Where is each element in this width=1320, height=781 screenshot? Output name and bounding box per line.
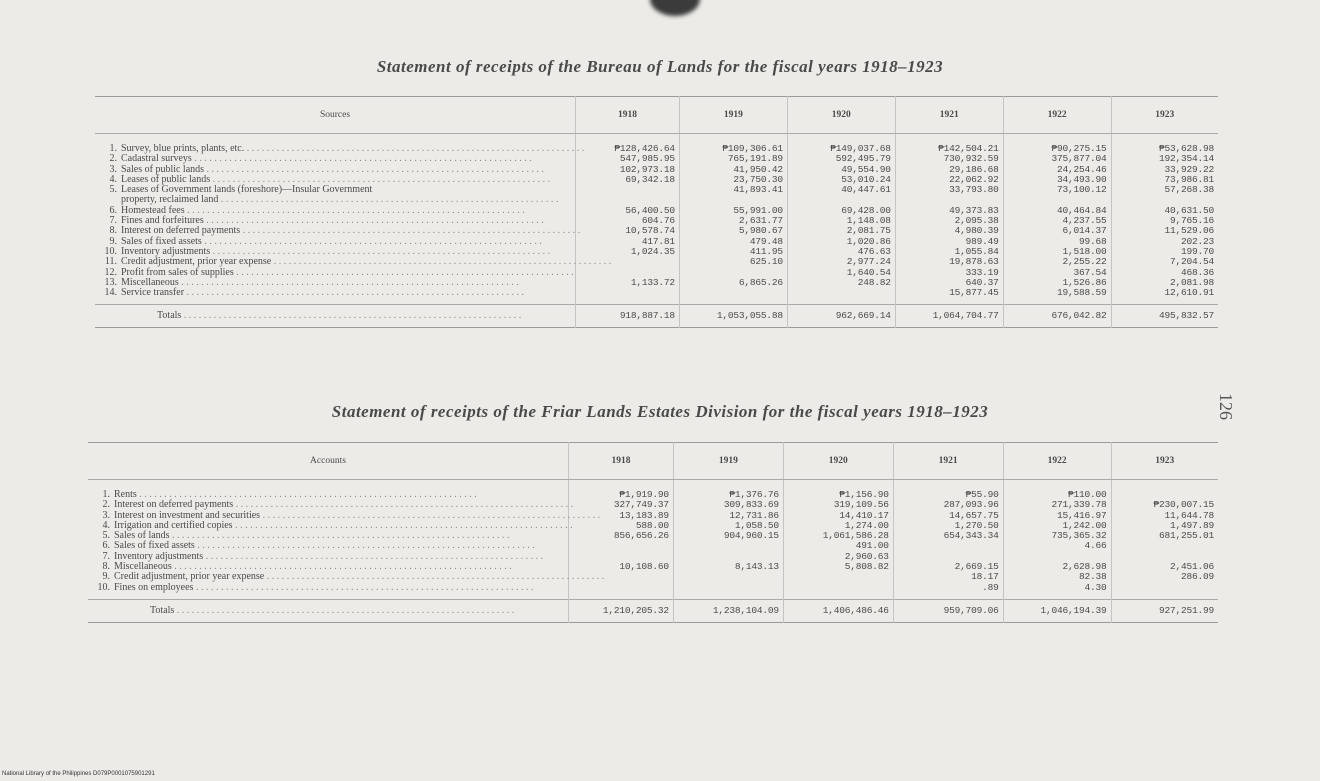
row-label: Interest on investment and securities (114, 509, 261, 521)
total-value-cell: 1,238,104.09 (673, 599, 783, 622)
row-number: 14. (104, 287, 117, 299)
value-cell: 69,342.18 (576, 175, 680, 185)
value-cell (787, 288, 895, 305)
row-label-cell: 2. Interest on deferred payments . . . . . . . . . . . . . . . . . . . . . . . . . . . . . . . . . . . . . . . . . . . . . . . . . . . . . . . . . . . . . . . . . . . . (88, 500, 569, 510)
row-label: Survey, blue prints, plants, etc. (121, 143, 245, 154)
value-cell: 73,986.81 (1111, 175, 1218, 185)
value-cell: 640.37 (895, 278, 1003, 288)
column-header: 1923 (1111, 443, 1218, 480)
value-cell: 989.49 (895, 237, 1003, 247)
column-header: 1919 (679, 97, 787, 134)
value-cell: 625.10 (679, 257, 787, 267)
row-label-cell: 10. Inventory adjustments . . . . . . . . . . . . . . . . . . . . . . . . . . . . . . . . . . . . . . . . . . . . . . . . . . . . . . . . . . . . . . . . . . . . (95, 247, 576, 257)
row-number: 8. (109, 225, 117, 237)
column-header: 1919 (673, 443, 783, 480)
value-cell: 33,929.22 (1111, 165, 1218, 175)
value-cell: 1,526.86 (1003, 278, 1111, 288)
value-cell: 99.68 (1003, 237, 1111, 247)
value-cell: 14,410.17 (783, 511, 893, 521)
value-cell: ₱1,919.90 (569, 480, 674, 501)
row-number: 7. (109, 215, 117, 227)
row-label-cell: 7. Fines and forfeitures . . . . . . . . . . . . . . . . . . . . . . . . . . . . . . . . . . . . . . . . . . . . . . . . . . . . . . . . . . . . . . . . . . . . (95, 216, 576, 226)
value-cell (569, 583, 674, 600)
row-number: 10. (104, 245, 117, 257)
row-number: 11. (104, 256, 117, 268)
value-cell: 15,877.45 (895, 288, 1003, 305)
row-label-cell: 9. Credit adjustment, prior year expense . . . . . . . . . . . . . . . . . . . . . . . . . . . . . . . . . . . . . . . . . . . . . . . . . . . . . . . . . . . . . . . . . . . . (88, 572, 569, 582)
row-label: Profit from sales of supplies (121, 266, 234, 278)
value-cell: 192,354.14 (1111, 154, 1218, 164)
value-cell: 417.81 (576, 237, 680, 247)
column-header: 1923 (1111, 97, 1218, 134)
value-cell: 1,242.00 (1003, 521, 1111, 531)
value-cell: 73,100.12 (1003, 185, 1111, 206)
row-label: Sales of fixed assets (114, 540, 195, 552)
value-cell: ₱142,504.21 (895, 134, 1003, 155)
value-cell: 55,991.00 (679, 206, 787, 216)
value-cell: 18.17 (893, 572, 1003, 582)
value-cell: 29,186.68 (895, 165, 1003, 175)
row-label-cell: 4. Leases of public lands . . . . . . . . . . . . . . . . . . . . . . . . . . . . . . . . . . . . . . . . . . . . . . . . . . . . . . . . . . . . . . . . . . . . (95, 175, 576, 185)
value-cell: 12,610.91 (1111, 288, 1218, 305)
value-cell: 476.63 (787, 247, 895, 257)
column-header: 1922 (1003, 443, 1111, 480)
value-cell: 10,578.74 (576, 226, 680, 236)
value-cell (1111, 480, 1218, 501)
value-cell: 34,493.90 (1003, 175, 1111, 185)
row-label: Miscellaneous (114, 561, 172, 573)
row-label-cell: 10. Fines on employees . . . . . . . . . . . . . . . . . . . . . . . . . . . . . . . . . . . . . . . . . . . . . . . . . . . . . . . . . . . . . . . . . . . . (88, 583, 569, 600)
value-cell: 33,793.80 (895, 185, 1003, 206)
value-cell: 765,191.89 (679, 154, 787, 164)
row-label: Cadastral surveys (121, 153, 192, 165)
value-cell: 6,014.37 (1003, 226, 1111, 236)
row-number: 7. (102, 550, 110, 562)
row-label: Inventory adjustments (114, 550, 204, 562)
value-cell: ₱230,007.15 (1111, 500, 1218, 510)
table-header-row (95, 97, 1218, 134)
column-header: 1918 (576, 97, 680, 134)
total-value-cell: 1,064,704.77 (895, 305, 1003, 328)
value-cell: 22,062.92 (895, 175, 1003, 185)
footer-credit: National Library of the Philippines D079P0001075901291 (2, 771, 155, 777)
value-cell: 286.09 (1111, 572, 1218, 582)
row-label-cell: 3. Interest on investment and securities . . . . . . . . . . . . . . . . . . . . . . . . . . . . . . . . . . . . . . . . . . . . . . . . . . . . . . . . . . . . . . . . . . . . (88, 511, 569, 521)
column-header: Sources (95, 97, 576, 134)
row-label-continued: property, reclaimed land (121, 194, 219, 206)
column-header: 1920 (787, 97, 895, 134)
table-row (88, 583, 1218, 600)
value-cell: ₱109,306.61 (679, 134, 787, 155)
row-label: Fines and forfeitures (121, 215, 204, 227)
value-cell: 4,237.55 (1003, 216, 1111, 226)
value-cell: 1,058.50 (673, 521, 783, 531)
row-number: 3. (102, 509, 110, 521)
row-number: 12. (104, 266, 117, 278)
value-cell (576, 185, 680, 206)
value-cell: 491.00 (783, 541, 893, 551)
value-cell (673, 572, 783, 582)
value-cell: 547,985.95 (576, 154, 680, 164)
row-label-cell: 6. Sales of fixed assets . . . . . . . . . . . . . . . . . . . . . . . . . . . . . . . . . . . . . . . . . . . . . . . . . . . . . . . . . . . . . . . . . . . . (88, 541, 569, 551)
totals-row (88, 599, 1218, 622)
value-cell: 333.19 (895, 268, 1003, 278)
value-cell: 40,464.84 (1003, 206, 1111, 216)
value-cell: 4.30 (1003, 583, 1111, 600)
value-cell: 604.76 (576, 216, 680, 226)
value-cell: 1,640.54 (787, 268, 895, 278)
value-cell: 19,878.63 (895, 257, 1003, 267)
value-cell: 24,254.46 (1003, 165, 1111, 175)
value-cell (893, 541, 1003, 551)
value-cell: 23,750.30 (679, 175, 787, 185)
row-label: Leases of Government lands (foreshore)—Insular Government (121, 184, 373, 196)
value-cell (673, 541, 783, 551)
value-cell: 411.95 (679, 247, 787, 257)
row-label: Interest on deferred payments (114, 499, 234, 511)
row-label: Sales of lands (114, 530, 170, 542)
value-cell: ₱110.00 (1003, 480, 1111, 501)
value-cell: 856,656.26 (569, 531, 674, 541)
table-row (95, 185, 1218, 206)
total-value-cell: 1,053,055.88 (679, 305, 787, 328)
row-number: 5. (102, 530, 110, 542)
value-cell: 49,554.90 (787, 165, 895, 175)
value-cell: 904,960.15 (673, 531, 783, 541)
row-label-cell: 5. Sales of lands . . . . . . . . . . . . . . . . . . . . . . . . . . . . . . . . . . . . . . . . . . . . . . . . . . . . . . . . . . . . . . . . . . . . (88, 531, 569, 541)
value-cell: 287,093.96 (893, 500, 1003, 510)
row-label: Credit adjustment, prior year expense (114, 571, 265, 583)
value-cell: 56,400.50 (576, 206, 680, 216)
value-cell: 12,731.86 (673, 511, 783, 521)
value-cell: 592,495.79 (787, 154, 895, 164)
row-label-cell: 8. Interest on deferred payments . . . . . . . . . . . . . . . . . . . . . . . . . . . . . . . . . . . . . . . . . . . . . . . . . . . . . . . . . . . . . . . . . . . . (95, 226, 576, 236)
value-cell: 1,148.08 (787, 216, 895, 226)
value-cell (1111, 541, 1218, 551)
value-cell: 2,669.15 (893, 562, 1003, 572)
value-cell (576, 288, 680, 305)
row-label-cell: 1. Rents . . . . . . . . . . . . . . . . . . . . . . . . . . . . . . . . . . . . . . . . . . . . . . . . . . . . . . . . . . . . . . . . . . . . (88, 480, 569, 501)
table-row (95, 288, 1218, 305)
table2-title: Statement of receipts of the Friar Lands Estates Division for the fiscal years 1918–1923 (331, 402, 989, 421)
value-cell: ₱149,037.68 (787, 134, 895, 155)
row-label: Miscellaneous (121, 276, 179, 288)
value-cell: 4,980.39 (895, 226, 1003, 236)
row-label-cell: 13. Miscellaneous . . . . . . . . . . . . . . . . . . . . . . . . . . . . . . . . . . . . . . . . . . . . . . . . . . . . . . . . . . . . . . . . . . . . (95, 278, 576, 288)
value-cell: 1,274.00 (783, 521, 893, 531)
value-cell: .89 (893, 583, 1003, 600)
value-cell: 69,428.00 (787, 206, 895, 216)
row-label: Service transfer (121, 287, 185, 299)
value-cell (569, 541, 674, 551)
value-cell: 1,024.35 (576, 247, 680, 257)
total-value-cell: 959,709.06 (893, 599, 1003, 622)
page-smudge (650, 0, 700, 16)
value-cell: 1,270.50 (893, 521, 1003, 531)
value-cell: ₱1,156.90 (783, 480, 893, 501)
value-cell: 1,133.72 (576, 278, 680, 288)
totals-label: Totals (157, 310, 182, 322)
row-number: 2. (109, 153, 117, 165)
value-cell: 271,339.78 (1003, 500, 1111, 510)
value-cell: 5,980.67 (679, 226, 787, 236)
value-cell: 11,529.06 (1111, 226, 1218, 236)
row-number: 1. (109, 143, 117, 154)
value-cell: 4.66 (1003, 541, 1111, 551)
value-cell: ₱128,426.64 (576, 134, 680, 155)
column-header: 1922 (1003, 97, 1111, 134)
value-cell: 41,893.41 (679, 185, 787, 206)
column-header: 1920 (783, 443, 893, 480)
value-cell: 53,010.24 (787, 175, 895, 185)
value-cell (783, 572, 893, 582)
totals-label-cell: Totals . . . . . . . . . . . . . . . . . . . . . . . . . . . . . . . . . . . . . . . . . . . . . . . . . . . . . . . . . . . . . . . . . . . . (88, 599, 569, 622)
table-row (95, 134, 1218, 155)
value-cell: 202.23 (1111, 237, 1218, 247)
value-cell: 49,373.83 (895, 206, 1003, 216)
row-label: Fines on employees (114, 581, 194, 593)
column-header: 1921 (895, 97, 1003, 134)
value-cell: 57,268.38 (1111, 185, 1218, 206)
value-cell: 2,095.38 (895, 216, 1003, 226)
friar-lands-receipts-table (88, 442, 1218, 623)
value-cell: 19,588.59 (1003, 288, 1111, 305)
value-cell: ₱1,376.76 (673, 480, 783, 501)
value-cell: 1,518.00 (1003, 247, 1111, 257)
row-label: Leases of public lands (121, 173, 211, 185)
value-cell: 2,451.06 (1111, 562, 1218, 572)
row-label-cell: 8. Miscellaneous . . . . . . . . . . . . . . . . . . . . . . . . . . . . . . . . . . . . . . . . . . . . . . . . . . . . . . . . . . . . . . . . . . . . (88, 562, 569, 572)
column-header: 1918 (569, 443, 674, 480)
value-cell: 6,865.26 (679, 278, 787, 288)
value-cell: 479.48 (679, 237, 787, 247)
bureau-of-lands-receipts-table (95, 96, 1218, 328)
value-cell: ₱55.90 (893, 480, 1003, 501)
value-cell: 40,447.61 (787, 185, 895, 206)
total-value-cell: 927,251.99 (1111, 599, 1218, 622)
value-cell: 2,631.77 (679, 216, 787, 226)
row-number: 2. (102, 499, 110, 511)
value-cell: 82.38 (1003, 572, 1111, 582)
row-label-cell: 7. Inventory adjustments . . . . . . . . . . . . . . . . . . . . . . . . . . . . . . . . . . . . . . . . . . . . . . . . . . . . . . . . . . . . . . . . . . . . (88, 552, 569, 562)
totals-label: Totals (150, 604, 175, 616)
value-cell: 14,657.75 (893, 511, 1003, 521)
row-number: 9. (109, 235, 117, 247)
value-cell: 102,973.18 (576, 165, 680, 175)
column-header: 1921 (893, 443, 1003, 480)
value-cell: 15,416.97 (1003, 511, 1111, 521)
total-value-cell: 1,046,194.39 (1003, 599, 1111, 622)
row-number: 13. (104, 276, 117, 288)
row-number: 6. (102, 540, 110, 552)
value-cell: 248.82 (787, 278, 895, 288)
value-cell: 319,109.56 (783, 500, 893, 510)
value-cell: 375,877.04 (1003, 154, 1111, 164)
row-number: 8. (102, 561, 110, 573)
row-label: Homestead fees (121, 204, 185, 216)
value-cell: 735,365.32 (1003, 531, 1111, 541)
row-label: Sales of public lands (121, 163, 205, 175)
row-number: 5. (109, 184, 117, 196)
value-cell: 588.00 (569, 521, 674, 531)
row-label-cell: 11. Credit adjustment, prior year expense . . . . . . . . . . . . . . . . . . . . . . . . . . . . . . . . . . . . . . . . . . . . . . . . . . . . . . . . . . . . . . . . . . . . (95, 257, 576, 267)
value-cell: 468.36 (1111, 268, 1218, 278)
row-label-cell: 9. Sales of fixed assets . . . . . . . . . . . . . . . . . . . . . . . . . . . . . . . . . . . . . . . . . . . . . . . . . . . . . . . . . . . . . . . . . . . . (95, 237, 576, 247)
row-number: 9. (102, 571, 110, 583)
row-number: 4. (109, 173, 117, 185)
total-value-cell: 676,042.82 (1003, 305, 1111, 328)
row-label-cell: 4. Irrigation and certified copies . . . . . . . . . . . . . . . . . . . . . . . . . . . . . . . . . . . . . . . . . . . . . . . . . . . . . . . . . . . . . . . . . . . . (88, 521, 569, 531)
value-cell (1111, 583, 1218, 600)
value-cell: 41,950.42 (679, 165, 787, 175)
value-cell: 2,977.24 (787, 257, 895, 267)
total-value-cell: 495,832.57 (1111, 305, 1218, 328)
value-cell: 2,628.98 (1003, 562, 1111, 572)
value-cell: 654,343.34 (893, 531, 1003, 541)
row-number: 1. (102, 489, 110, 500)
value-cell: 2,960.63 (783, 552, 893, 562)
value-cell (679, 288, 787, 305)
value-cell (783, 583, 893, 600)
row-label-cell: 1. Survey, blue prints, plants, etc. . . . . . . . . . . . . . . . . . . . . . . . . . . . . . . . . . . . . . . . . . . . . . . . . . . . . . . . . . . . . . . . . . . . . (95, 134, 576, 155)
value-cell: 1,020.86 (787, 237, 895, 247)
row-label: Credit adjustment, prior year expense (121, 256, 272, 268)
table-header-row (88, 443, 1218, 480)
row-label-cell: 6. Homestead fees . . . . . . . . . . . . . . . . . . . . . . . . . . . . . . . . . . . . . . . . . . . . . . . . . . . . . . . . . . . . . . . . . . . . (95, 206, 576, 216)
value-cell: 13,183.89 (569, 511, 674, 521)
value-cell: 2,255.22 (1003, 257, 1111, 267)
page-number: 126 (1216, 393, 1236, 420)
row-label-cell: 5. Leases of Government lands (foreshore)—Insular Government property, reclaimed land . . . . . . . . . . . . . . . . . . . . . . . . . . . . . . . . . . . . . . . . . . . . . . . . . . . . . . . . . . . . . . . . . . . . (95, 185, 576, 206)
row-number: 6. (109, 204, 117, 216)
value-cell: 367.54 (1003, 268, 1111, 278)
value-cell: 730,932.59 (895, 154, 1003, 164)
row-label-cell: 12. Profit from sales of supplies . . . . . . . . . . . . . . . . . . . . . . . . . . . . . . . . . . . . . . . . . . . . . . . . . . . . . . . . . . . . . . . . . . . . (95, 268, 576, 278)
row-label: Irrigation and certified copies (114, 519, 233, 531)
total-value-cell: 918,887.18 (576, 305, 680, 328)
table-row (88, 480, 1218, 501)
table1-title: Statement of receipts of the Bureau of Lands for the fiscal years 1918–1923 (376, 57, 944, 76)
value-cell: 10,108.60 (569, 562, 674, 572)
row-number: 3. (109, 163, 117, 175)
value-cell: 2,081.98 (1111, 278, 1218, 288)
row-label-cell: 14. Service transfer . . . . . . . . . . . . . . . . . . . . . . . . . . . . . . . . . . . . . . . . . . . . . . . . . . . . . . . . . . . . . . . . . . . . (95, 288, 576, 305)
value-cell: 5,808.82 (783, 562, 893, 572)
value-cell: 681,255.01 (1111, 531, 1218, 541)
value-cell: ₱53,628.98 (1111, 134, 1218, 155)
row-label-cell: 3. Sales of public lands . . . . . . . . . . . . . . . . . . . . . . . . . . . . . . . . . . . . . . . . . . . . . . . . . . . . . . . . . . . . . . . . . . . . (95, 165, 576, 175)
row-number: 4. (102, 519, 110, 531)
row-label: Rents (114, 489, 137, 500)
value-cell: 327,749.37 (569, 500, 674, 510)
value-cell: 199.70 (1111, 247, 1218, 257)
row-label: Sales of fixed assets (121, 235, 202, 247)
totals-row (95, 305, 1218, 328)
totals-label-cell: Totals . . . . . . . . . . . . . . . . . . . . . . . . . . . . . . . . . . . . . . . . . . . . . . . . . . . . . . . . . . . . . . . . . . . . (95, 305, 576, 328)
value-cell: 9,765.16 (1111, 216, 1218, 226)
row-label: Inventory adjustments (121, 245, 211, 257)
value-cell: 1,497.89 (1111, 521, 1218, 531)
column-header: Accounts (88, 443, 569, 480)
row-number: 10. (97, 581, 110, 593)
value-cell: ₱90,275.15 (1003, 134, 1111, 155)
value-cell: 309,833.69 (673, 500, 783, 510)
value-cell: 1,055.84 (895, 247, 1003, 257)
value-cell: 8,143.13 (673, 562, 783, 572)
row-label-cell: 2. Cadastral surveys . . . . . . . . . . . . . . . . . . . . . . . . . . . . . . . . . . . . . . . . . . . . . . . . . . . . . . . . . . . . . . . . . . . . (95, 154, 576, 164)
value-cell: 7,204.54 (1111, 257, 1218, 267)
value-cell: 1,061,586.28 (783, 531, 893, 541)
value-cell: 11,644.78 (1111, 511, 1218, 521)
value-cell: 2,081.75 (787, 226, 895, 236)
total-value-cell: 1,210,205.32 (569, 599, 674, 622)
row-label: Interest on deferred payments (121, 225, 241, 237)
total-value-cell: 1,406,486.46 (783, 599, 893, 622)
total-value-cell: 962,669.14 (787, 305, 895, 328)
value-cell (673, 583, 783, 600)
value-cell: 40,631.50 (1111, 206, 1218, 216)
